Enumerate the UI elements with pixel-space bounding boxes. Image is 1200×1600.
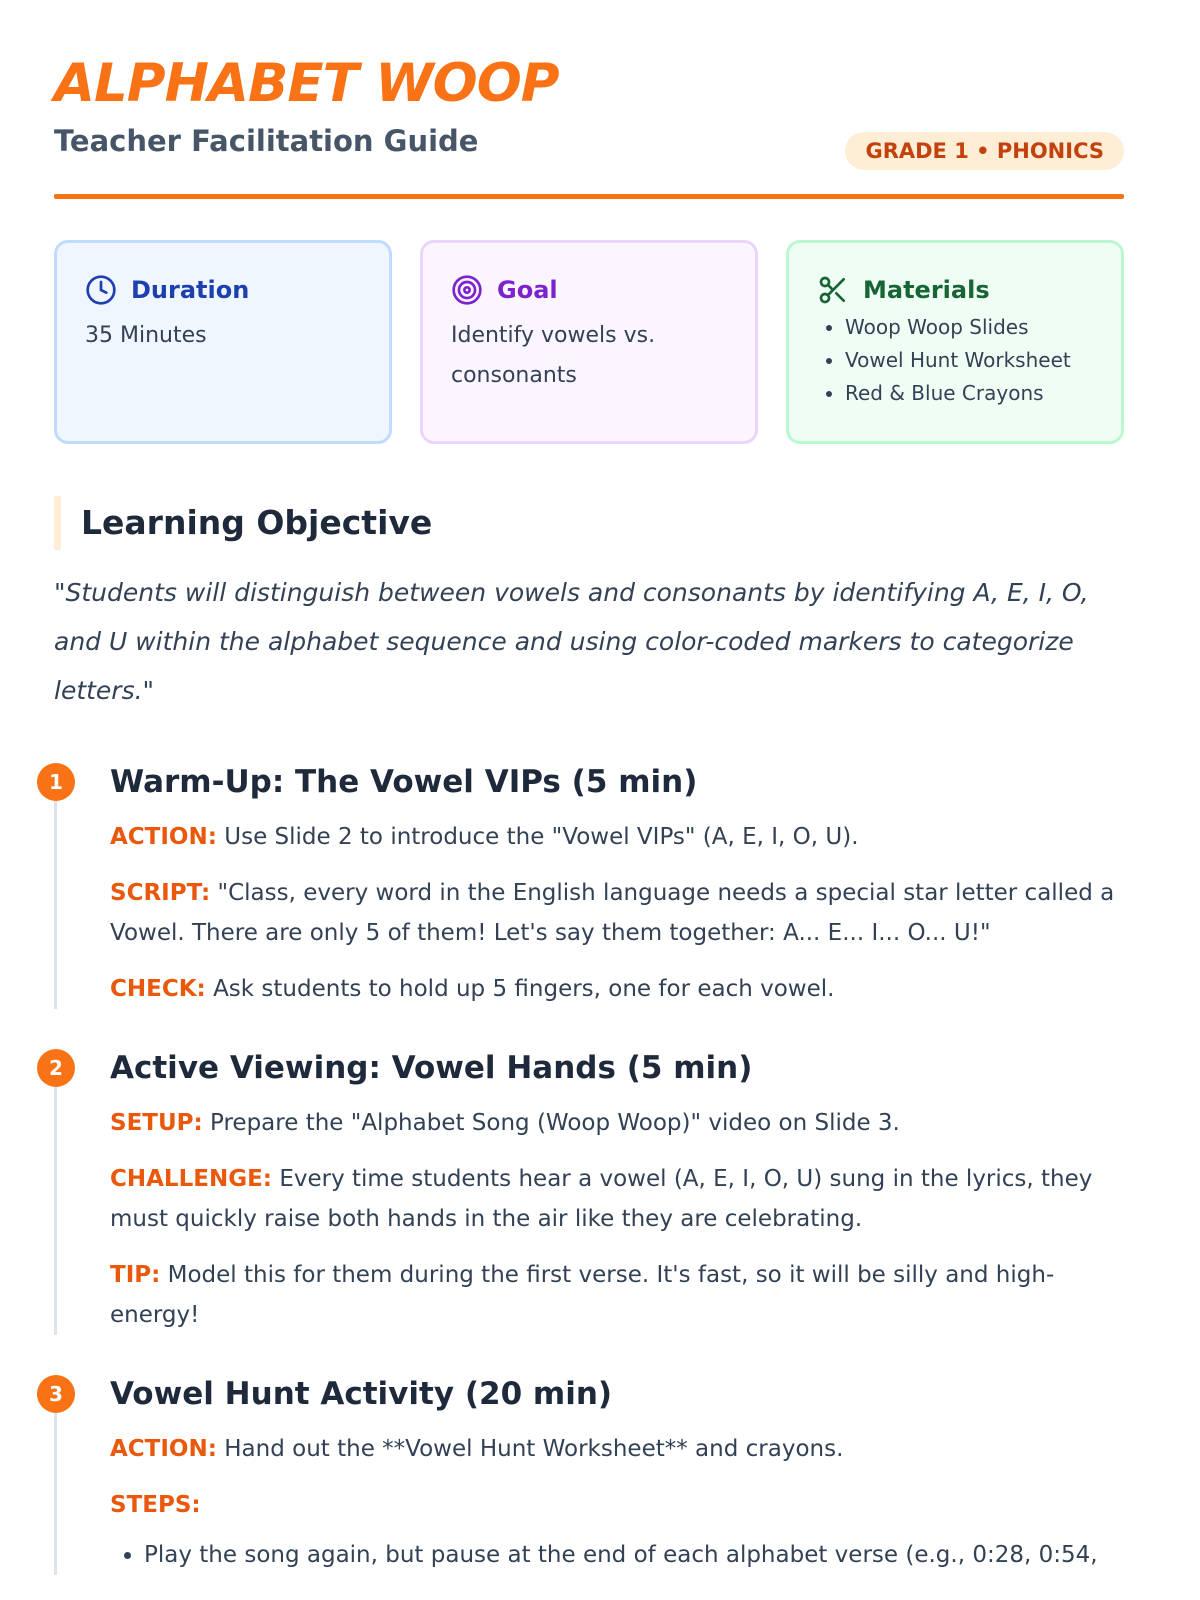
duration-title: Duration [131, 276, 250, 304]
step-number-badge: 1 [37, 763, 75, 801]
duration-card [54, 240, 392, 444]
step-paragraph [110, 873, 1124, 953]
objective-heading-block [54, 496, 1124, 550]
goal-card-header [451, 271, 727, 309]
step-label: SCRIPT: [110, 880, 211, 906]
step-3 [49, 1375, 1124, 1575]
step-label: CHECK: [110, 976, 206, 1002]
step-title: Active Viewing: Vowel Hands (5 min) [110, 1050, 753, 1086]
header-subrow [54, 116, 1124, 170]
step-label: CHALLENGE: [110, 1166, 272, 1192]
step-label: TIP: [110, 1262, 161, 1288]
step-paragraph [110, 1255, 1124, 1335]
materials-card [786, 240, 1124, 444]
scissors-icon [817, 274, 849, 306]
step-paragraph [110, 1103, 1124, 1143]
step-label: ACTION: [110, 824, 217, 850]
step-text: Hand out the **Vowel Hunt Worksheet** and crayons. [224, 1436, 844, 1462]
step-paragraph [110, 1159, 1124, 1239]
timeline-line [54, 1407, 57, 1575]
materials-card-header [817, 271, 1093, 309]
lesson-steps [49, 763, 1124, 1575]
steps-list [110, 1535, 1124, 1575]
step-paragraph [110, 969, 1124, 1009]
materials-item: • Vowel Hunt Worksheet [845, 344, 1093, 377]
step-text: Prepare the "Alphabet Song (Woop Woop)" video on Slide 3. [210, 1110, 900, 1136]
step-paragraph [110, 817, 1124, 857]
header-divider [54, 194, 1124, 199]
materials-item: • Red & Blue Crayons [845, 377, 1093, 410]
materials-title: Materials [863, 276, 990, 304]
timeline-line [54, 795, 57, 1009]
materials-item: • Woop Woop Slides [845, 311, 1093, 344]
materials-list [817, 311, 1093, 410]
step-number-badge: 2 [37, 1049, 75, 1087]
timeline-line [54, 1081, 57, 1335]
duration-card-header [85, 271, 361, 309]
step-1 [49, 763, 1124, 1009]
goal-card [420, 240, 758, 444]
step-label: ACTION: [110, 1436, 217, 1462]
objective-quote: "Students will distinguish between vowels and consonants by identifying A, E, I, O, and U within the alphabet sequence and using color-coded markers to categorize letters." [54, 578, 1089, 705]
step-text: Use Slide 2 to introduce the "Vowel VIPs" (A, E, I, O, U). [224, 824, 859, 850]
step-paragraph [110, 1429, 1124, 1469]
duration-value: 35 Minutes [85, 323, 207, 348]
step-text: Every time students hear a vowel (A, E, I, O, U) sung in the lyrics, they must quickly raise both hands in the air like they are celebrating. [110, 1166, 1093, 1232]
step-paragraph [110, 1485, 1124, 1525]
step-label: SETUP: [110, 1110, 203, 1136]
step-text: Model this for them during the first verse. It's fast, so it will be silly and high-energy! [110, 1262, 1055, 1328]
step-2 [49, 1049, 1124, 1335]
step-title: Warm-Up: The Vowel VIPs (5 min) [110, 764, 698, 800]
step-text: Ask students to hold up 5 fingers, one for each vowel. [213, 976, 835, 1002]
page-subtitle: Teacher Facilitation Guide [54, 124, 479, 158]
brand-title: ALPHABET WOOP [54, 53, 559, 114]
clock-icon [85, 274, 117, 306]
info-cards [54, 240, 1124, 444]
step-title: Vowel Hunt Activity (20 min) [110, 1376, 613, 1412]
goal-value: Identify vowels vs. consonants [451, 323, 656, 388]
grade-badge: GRADE 1 • PHONICS [845, 132, 1124, 170]
step-label: STEPS: [110, 1492, 201, 1518]
objective-heading: Learning Objective [81, 503, 433, 542]
steps-list-item: • Play the song again, but pause at the end of each alphabet verse (e.g., 0:28, 0:54, [144, 1535, 1124, 1575]
goal-title: Goal [497, 276, 558, 304]
step-number-badge: 3 [37, 1375, 75, 1413]
target-icon [451, 274, 483, 306]
step-text: "Class, every word in the English language needs a special star letter called a Vowel. There are only 5 of them! Let's say them together: A... E... I... O... U!" [110, 880, 1115, 946]
